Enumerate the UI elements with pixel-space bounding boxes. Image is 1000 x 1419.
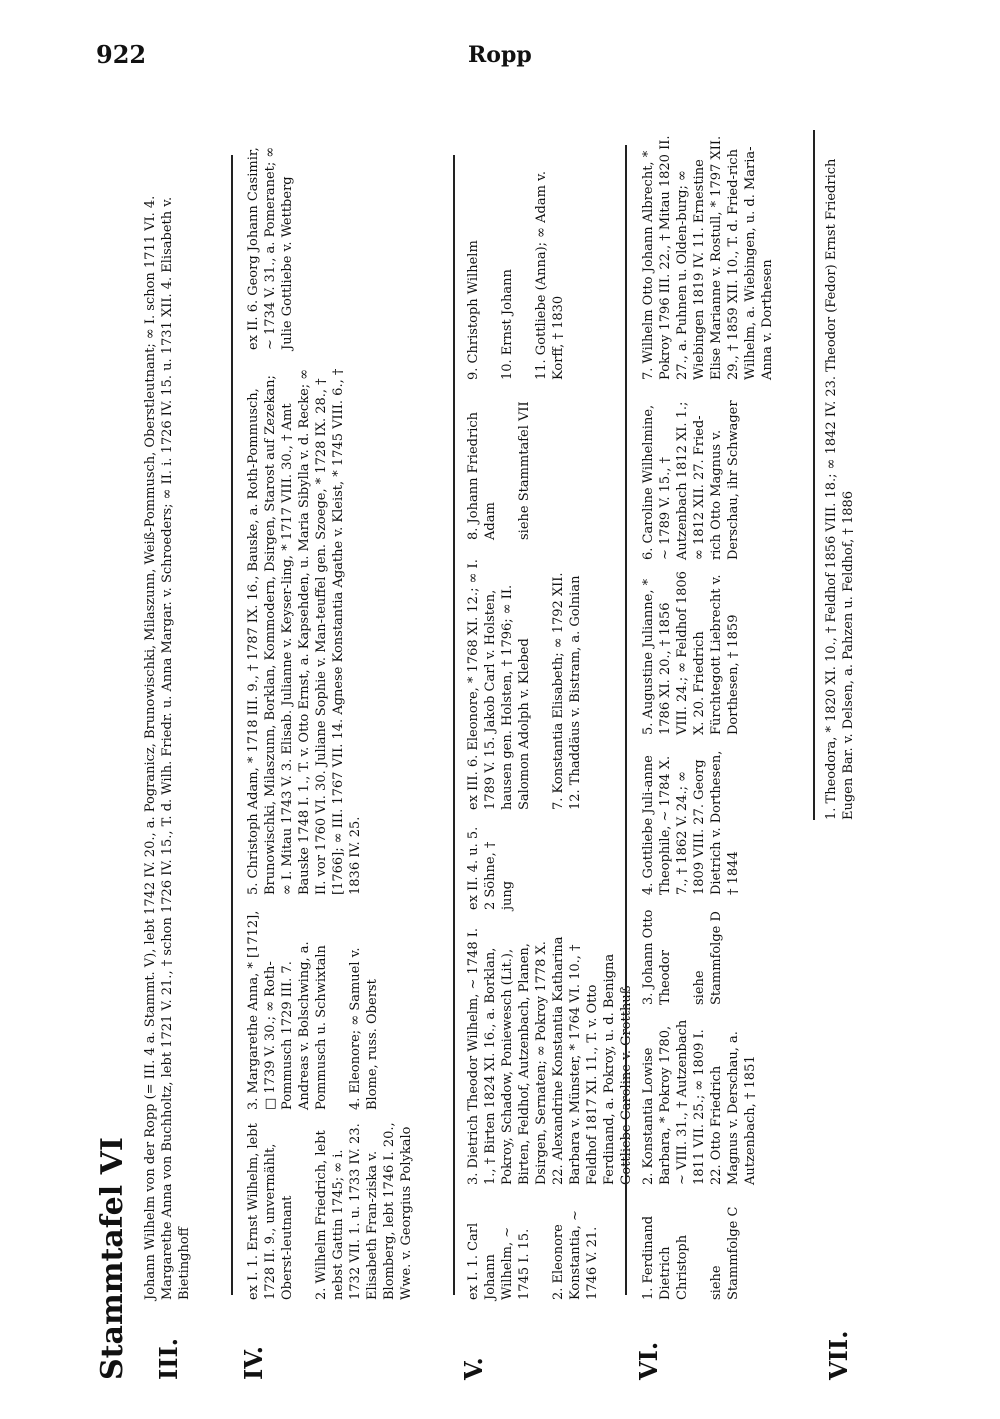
- generation-vi-entry: 3. Johann Otto Theodor siehe Stammfolge D: [641, 909, 724, 1005]
- generation-label-vii: VII.: [824, 1330, 853, 1380]
- running-head: Ropp: [468, 42, 532, 68]
- generation-iv-entry: ex I. 1. Ernst Wilhelm, lebt 1728 II. 9., unvermählt, Oberst-leutnant 2. Wilhelm Friedrich, lebt nebst Gattin 1745; ∞ i. 1732 VII. 1. u. 1733 IV. 23. Elisabeth Fran-ziska v. Blomberg, lebt 1746 I. 20., Wwe. v. Georgius Polykalo: [246, 1122, 414, 1300]
- generation-vii-entry: 1. Theodora, * 1820 XI. 10., † Feldhof 1856 VIII. 18.; ∞ 1842 IV. 23. Theodor (Fedor) Ernst Friedrich Eugen Bar. v. Delsen, a. Pahzen u. Feldhof, † 1886: [824, 158, 856, 820]
- generation-iv-entry: 3. Margarethe Anna, * [1712], □ 1739 V. 30.; ∞ Roth-Pommusch 1729 III. 7. Andreas v. Bolschwing, a. Pommusch u. Schwixtaln 4. Eleonore; ∞ Samuel v. Blome, russ. Oberst: [246, 910, 380, 1110]
- generation-v-entry: ex I. 1. Carl Johann Wilhelm, ∼ 1745 I. 15. 2. Eleonore Konstantia, ∼ 1746 V. 21.: [466, 1210, 600, 1300]
- generation-v-entry: 9. Christoph Wilhelm 10. Ernst Johann 11. Gottliebe (Anna); ∞ Adam v. Korff, † 1830: [466, 171, 566, 380]
- generation-v-entry: 8. Johann Friedrich Adam siehe Stammtafel VII: [466, 401, 532, 540]
- generation-label-iii: III.: [154, 1337, 183, 1380]
- divider-iv: [231, 155, 233, 1295]
- divider-vi: [625, 145, 627, 1295]
- generation-iii-entry: Johann Wilhelm von der Ropp (= III. 4 a. Stammt. V), lebt 1742 IV. 20., a. Pogranicz, Brunowischki, Milaszunn, Weiß-Pommusch, Oberstleutnant; ∞ I. schon 1711 VI. 4. Margarethe Anna von Buchholtz, lebt 1721 V. 21., † schon 1726 IV. 15., T. d. Wilh. Friedr. u. Anna Margar. v. Schroeders; ∞ II. i. 1726 IV. 15. u. 1731 XII. 4. Elisabeth v. Bietinghoff: [143, 195, 192, 1300]
- generation-vi-entry: 6. Caroline Wilhelmine, ∼ 1789 V. 15., † Autzenbach 1812 XI. 1.; ∞ 1812 XII. 27. Fried-rich Otto Magnus v. Derschau, ihr Schwager: [641, 400, 741, 560]
- generation-v-entry: 3. Dietrich Theodor Wilhelm, ∼ 1748 I. 1., † Birten 1824 XI. 16., a. Borklan, Pokroy, Schadow, Poniewesch (Lit.), Birten, Feldhof, Autzenbach, Planen, Dsirgen, Sernaten; ∞ Pokroy 1778 X. 22. Alexandrine Konstantia Katharina Barbara v. Münster, * 1764 VI. 10., † Feldhof 1817 XI. 11., T. v. Otto Ferdinand, a. Pokroy, u. d. Benigna Gottliebe Caroline v. Grotthuß: [466, 927, 634, 1185]
- generation-vi-entry: 2. Konstantia Lowise Barbara, * Pokroy 1780, ∼ VIII. 31., † Autzenbach 1811 VII. 25.; ∞ 1809 I. 22. Otto Friedrich Magnus v. Derschau, a. Autzenbach, † 1851: [641, 1019, 758, 1185]
- generation-label-v: V.: [459, 1357, 488, 1380]
- divider-vii: [813, 130, 815, 820]
- generation-v-entry: ex II. 4. u. 5. 2 Söhne, † jung: [466, 826, 515, 910]
- generation-iv-entry: 5. Christoph Adam, * 1718 III. 9., † 1787 IX. 16., Bauske, a. Roth-Pommusch, Brunowischki, Milaszunn, Borklan, Kommodern, Dsirgen, Starost auf Zezekan; ∞ I. Mitau 1743 V. 3. Elisab. Julianne v. Keyser-ling, * 1717 VIII. 30., † Amt Bauske 1748 I. 1., T. v. Otto Ernst, a. Kapsehden, u. Maria Sibylla v. d. Recke; ∞ II. vor 1760 VI. 30. Juliane Sophie v. Man-teuffel gen. Szoege, * 1728 IX. 28., † [1766]; ∞ III. 1767 VII. 14. Agnese Konstantia Agathe v. Kleist, * 1745 VIII. 6., † 1836 IV. 25.: [246, 368, 363, 895]
- page-number: 922: [96, 40, 147, 69]
- generation-vi-entry: 4. Gottliebe Juli-anne Theophile, ∼ 1784 X. 7., † 1862 V. 24.; ∞ 1809 VIII. 27. Georg Dietrich v. Dorthesen, † 1844: [641, 750, 741, 895]
- table-title: Stammtafel VI: [95, 1137, 130, 1380]
- generation-label-vi: VI.: [634, 1341, 663, 1380]
- generation-vi-entry: 7. Wilhelm Otto Johann Albrecht, * Pokroy 1796 III. 22., † Mitau 1820 II. 27., a. Puhnen u. Olden-burg; ∞ Wiebingen 1819 IV. 11. Ernestine Elise Marianne v. Rostull, * 1797 XII. 29., † 1859 XII. 10., T. d. Fried-rich Wilhelm, a. Wiebingen, u. d. Maria-Anna v. Dorthesen: [641, 135, 775, 380]
- generation-vi-entry: 1. Ferdinand Dietrich Christoph siehe Stammfolge C: [641, 1206, 741, 1300]
- generation-iv-entry: ex II. 6. Georg Johann Casimir, ∼ 1734 V. 31., a. Pomeranet; ∞ Julie Gottliebe v. Wettberg: [246, 146, 295, 350]
- rotated-genealogy-table: [95, 90, 885, 1380]
- generation-label-iv: IV.: [239, 1345, 268, 1380]
- generation-vi-entry: 5. Augustine Julianne, * 1786 XI. 20., † 1856 VIII. 24.; ∞ Feldhof 1806 X. 20. Friedrich Fürchtegott Liebrecht v. Dorthesen, † 1859: [641, 571, 741, 735]
- divider-v: [453, 155, 455, 1295]
- generation-v-entry: ex III. 6. Eleonore, * 1768 XI. 12.; ∞ I. 1789 V. 15. Jakob Carl v. Holsten, hausen gen. Holsten, † 1796; ∞ II. Salomon Adolph v. Klebed 7. Konstantia Elisabeth; ∞ 1792 XII. 12. Thaddäus v. Bistram, a. Golnian: [466, 559, 583, 810]
